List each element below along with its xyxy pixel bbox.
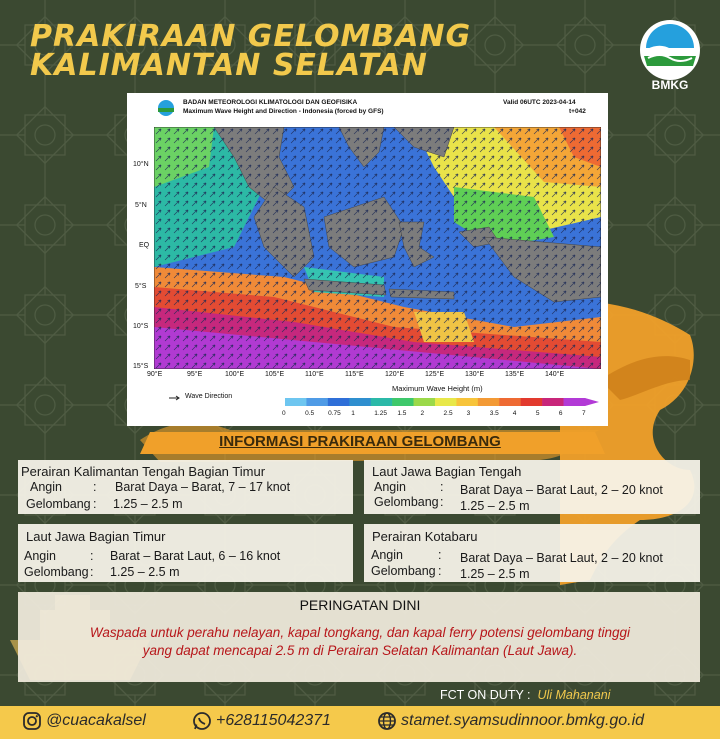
- colon: :: [90, 549, 94, 563]
- colorbar-segment: [521, 398, 543, 406]
- colorbar-segment: [306, 398, 328, 406]
- colon: :: [438, 564, 442, 578]
- lon-tick: 140°E: [545, 371, 565, 378]
- colorbar-tick-label: 0.75: [328, 410, 341, 417]
- website-link[interactable]: stamet.syamsudinnoor.bmkg.go.id: [401, 712, 645, 729]
- colorbar-extend-arrow: [585, 398, 599, 406]
- duty-label: FCT ON DUTY :: [440, 688, 531, 702]
- panel-kalteng-timur: [18, 460, 353, 514]
- colorbar-segment: [456, 398, 478, 406]
- lon-tick: 135°E: [505, 371, 525, 378]
- warning-text-line2: yang dapat mencapai 2.5 m di Perairan Selatan Kalimantan (Laut Jawa).: [142, 643, 578, 658]
- warning-text-line1: Waspada untuk perahu nelayan, kapal tongkang, dan kapal ferry potensi gelombang tinggi: [89, 625, 631, 640]
- colorbar-tick-label: 2.5: [443, 410, 453, 417]
- colorbar-tick-label: 3.5: [489, 410, 499, 417]
- wave-label: Gelombang: [374, 495, 439, 509]
- colorbar-tick-label: 1.25: [374, 410, 387, 417]
- colorbar-tick-label: 1.5: [397, 410, 407, 417]
- instagram-icon: [22, 711, 42, 731]
- panel-title: Laut Jawa Bagian Timur: [26, 529, 166, 544]
- colorbar-tick-label: 1: [351, 410, 355, 417]
- bmkg-small-logo: [157, 99, 175, 121]
- lon-tick: 120°E: [385, 371, 405, 378]
- instagram-handle[interactable]: @cuacakalsel: [46, 712, 146, 729]
- lon-tick: 125°E: [425, 371, 445, 378]
- logo-label: BMKG: [651, 78, 689, 92]
- title-line2: KALIMANTAN SELATAN: [30, 48, 428, 83]
- wave-label: Gelombang: [26, 497, 91, 511]
- wind-value: Barat Daya – Barat Laut, 2 – 20 knot: [460, 483, 663, 497]
- colorbar-tick-label: 5: [535, 410, 540, 417]
- lon-tick: 90°E: [147, 371, 163, 378]
- wind-value: Barat – Barat Laut, 6 – 16 knot: [110, 549, 281, 563]
- colorbar-segment: [435, 398, 457, 406]
- colon: :: [93, 480, 97, 494]
- panel-kotabaru: [364, 524, 700, 582]
- title-line1: PRAKIRAAN GELOMBANG: [30, 19, 472, 54]
- colorbar-segment: [285, 398, 307, 406]
- wind-label: Angin: [371, 548, 403, 562]
- colon: :: [440, 480, 444, 494]
- colorbar-segment: [542, 398, 564, 406]
- warning-title: PERINGATAN DINI: [299, 597, 421, 613]
- info-title: INFORMASI PRAKIRAAN GELOMBANG: [219, 433, 501, 450]
- map-subtitle: Maximum Wave Height and Direction - Indonesia (forced by GFS): [183, 108, 384, 115]
- duty-name: Uli Mahanani: [537, 688, 611, 702]
- arrow-icon: [169, 395, 181, 401]
- lon-tick: 100°E: [225, 371, 245, 378]
- lat-tick: 5°S: [135, 283, 147, 290]
- colorbar-tick-label: 3: [466, 410, 471, 417]
- wind-label: Angin: [24, 549, 56, 563]
- map-agency: BADAN METEOROLOGI KLIMATOLOGI DAN GEOFISIKA: [183, 99, 358, 106]
- wave-value: 1.25 – 2.5 m: [110, 565, 180, 579]
- colon: :: [93, 497, 97, 511]
- colorbar-tick-label: 6: [558, 410, 563, 417]
- panel-title: Perairan Kotabaru: [372, 529, 478, 544]
- lon-tick: 130°E: [465, 371, 485, 378]
- lon-tick: 110°E: [305, 371, 324, 378]
- lat-tick: 10°S: [133, 323, 149, 330]
- wind-value: Barat Daya – Barat Laut, 2 – 20 knot: [460, 551, 663, 565]
- colon: :: [438, 548, 442, 562]
- wind-label: Angin: [374, 480, 406, 494]
- wave-direction-legend: Wave Direction: [185, 393, 233, 400]
- colorbar-tick-label: 0: [282, 410, 286, 417]
- panel-jawa-tengah: [364, 460, 700, 514]
- colorbar: [285, 397, 605, 407]
- wave-value: 1.25 – 2.5 m: [460, 567, 530, 581]
- lat-tick: 15°S: [133, 363, 149, 370]
- colorbar-segment: [414, 398, 436, 406]
- colorbar-title: Maximum Wave Height (m): [392, 384, 483, 393]
- phone-number[interactable]: +628115042371: [216, 712, 331, 729]
- wind-label: Angin: [30, 480, 62, 494]
- whatsapp-icon: [192, 711, 212, 731]
- colorbar-tick-label: 4: [512, 410, 517, 417]
- colorbar-segment: [371, 398, 393, 406]
- lat-tick: 5°N: [135, 202, 147, 209]
- colorbar-segment: [349, 398, 371, 406]
- lon-tick: 105°E: [265, 371, 285, 378]
- lon-tick: 95°E: [187, 371, 203, 378]
- colon: :: [90, 565, 94, 579]
- colon: :: [440, 495, 444, 509]
- lon-tick: 115°E: [345, 371, 364, 378]
- colorbar-segment: [564, 398, 586, 406]
- colorbar-segment: [328, 398, 350, 406]
- globe-icon: [377, 711, 397, 731]
- colorbar-ticks: [282, 410, 605, 420]
- colorbar-segment: [478, 398, 500, 406]
- wave-value: 1.25 – 2.5 m: [113, 497, 183, 511]
- wind-value: Barat Daya – Barat, 7 – 17 knot: [115, 480, 291, 494]
- panel-jawa-timur: [18, 524, 353, 582]
- lat-tick: 10°N: [133, 161, 149, 168]
- wave-label: Gelombang: [371, 564, 436, 578]
- wave-value: 1.25 – 2.5 m: [460, 499, 530, 513]
- colorbar-tick-label: 2: [420, 410, 425, 417]
- wave-map-card: [127, 93, 608, 426]
- map-valid: Valid 06UTC 2023-04-14: [503, 99, 576, 106]
- lat-tick: EQ: [139, 242, 150, 249]
- colorbar-tick-label: 7: [582, 410, 586, 417]
- colorbar-segment: [499, 398, 521, 406]
- colorbar-segment: [392, 398, 414, 406]
- wave-height-map: [154, 127, 601, 369]
- panel-title: Perairan Kalimantan Tengah Bagian Timur: [21, 464, 266, 479]
- panel-title: Laut Jawa Bagian Tengah: [372, 464, 522, 479]
- wave-label: Gelombang: [24, 565, 89, 579]
- colorbar-tick-label: 0.5: [305, 410, 315, 417]
- map-lead: t+042: [569, 108, 586, 115]
- fct-on-duty: [440, 688, 610, 702]
